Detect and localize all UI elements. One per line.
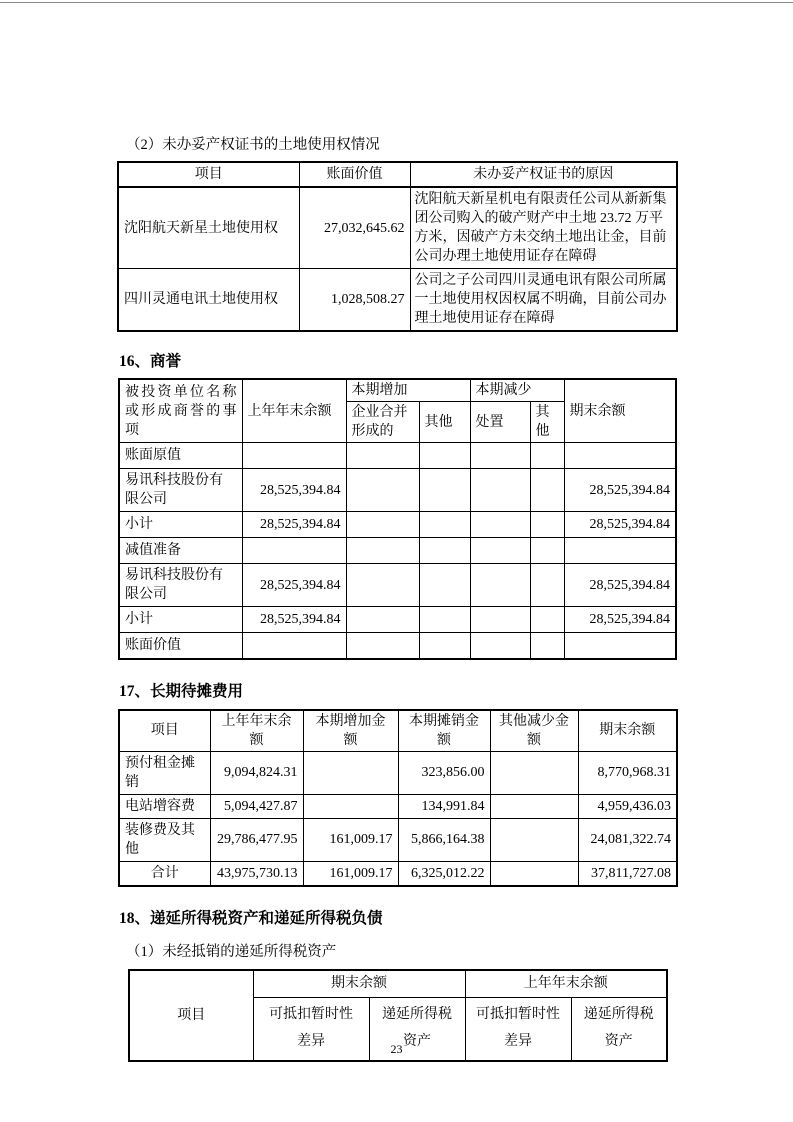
cell-item: 账面价值 [119, 633, 242, 659]
cell-prev-balance: 28,525,394.84 [242, 607, 346, 633]
cell-increase-merge [346, 633, 419, 659]
cell-increase-merge [346, 443, 419, 469]
cell-increase-other [419, 469, 470, 512]
header-decrease-group: 本期减少 [470, 379, 564, 402]
header-increase-merge: 企业合并形成的 [346, 402, 419, 443]
cell-increase-other [419, 443, 470, 469]
header-item: 项目 [119, 710, 210, 752]
header-other-decrease: 其他减少金额 [490, 710, 578, 752]
header-increase-group: 本期增加 [346, 379, 470, 402]
header-prev-balance: 上年年末余额 [210, 710, 303, 752]
cell-end-balance: 28,525,394.84 [564, 607, 676, 633]
cell-end-balance [564, 443, 676, 469]
header-reason: 未办妥产权证书的原因 [410, 162, 677, 187]
cell-reason: 沈阳航天新星机电有限责任公司从新新集团公司购入的破产财产中土地 23.72 万平方米，因破产方未交纳土地出让金，目前公司办理土地使用证存在障碍 [410, 187, 677, 269]
cell-decrease-other [530, 538, 564, 564]
table-row [119, 538, 676, 564]
cell-decrease-disposal [470, 512, 530, 538]
land-table-header-row [118, 162, 677, 187]
cell-increase-merge [346, 538, 419, 564]
cell-end-balance [564, 633, 676, 659]
cell-end-balance: 28,525,394.84 [564, 564, 676, 607]
cell-decrease-disposal [470, 633, 530, 659]
cell-other-decrease [490, 818, 578, 861]
cell-decrease-other [530, 469, 564, 512]
cell-decrease-other [530, 564, 564, 607]
table-row [119, 607, 676, 633]
header-decrease-disposal: 处置 [470, 402, 530, 443]
header-line: 差异 [504, 1034, 532, 1049]
cell-item: 电站增容费 [119, 794, 210, 818]
goodwill-header-row-1 [119, 379, 676, 402]
cell-increase-other [419, 538, 470, 564]
table-row [119, 512, 676, 538]
header-prev-balance-group: 上年年末余额 [465, 970, 667, 998]
header-end-balance: 期末余额 [564, 379, 676, 443]
cell-decrease-disposal [470, 443, 530, 469]
header-amortization-amount: 本期摊销金额 [398, 710, 490, 752]
cell-book-value: 27,032,645.62 [299, 187, 410, 269]
cell-decrease-other [530, 443, 564, 469]
cell-item: 小计 [119, 512, 242, 538]
cell-end-balance: 8,770,968.31 [578, 751, 677, 794]
tax-section-title: 18、递延所得税资产和递延所得税负债 [119, 909, 383, 927]
header-book-value: 账面价值 [299, 162, 410, 187]
deferred-header-row [119, 710, 677, 752]
cell-end-balance [564, 538, 676, 564]
cell-item: 易讯科技股份有限公司 [119, 469, 242, 512]
header-investee: 被投资单位名称或形成商誉的事项 [119, 379, 242, 443]
cell-end-balance: 24,081,322.74 [578, 818, 677, 861]
cell-item: 小计 [119, 607, 242, 633]
cell-increase-merge [346, 564, 419, 607]
cell-decrease-other [530, 607, 564, 633]
header-prev-balance: 上年年末余额 [242, 379, 346, 443]
header-item: 项目 [118, 162, 299, 187]
header-decrease-other: 其他 [530, 402, 564, 443]
cell-prev-balance: 5,094,427.87 [210, 794, 303, 818]
cell-prev-balance: 28,525,394.84 [242, 512, 346, 538]
table-row [119, 564, 676, 607]
cell-other-decrease [490, 861, 578, 886]
cell-item: 减值准备 [119, 538, 242, 564]
cell-decrease-disposal [470, 607, 530, 633]
table-row [119, 794, 677, 818]
cell-increase-other [419, 607, 470, 633]
table-row [119, 633, 676, 659]
cell-prev-balance: 28,525,394.84 [242, 469, 346, 512]
goodwill-table [118, 378, 677, 660]
cell-amortization-amount: 134,991.84 [398, 794, 490, 818]
cell-amortization-amount: 6,325,012.22 [398, 861, 490, 886]
cell-decrease-other [530, 512, 564, 538]
header-line: 资产 [403, 1034, 431, 1049]
cell-reason: 公司之子公司四川灵通电讯有限公司所属一土地使用权因权属不明确，目前公司办理土地使用证存在障碍 [410, 269, 677, 332]
cell-amortization-amount: 323,856.00 [398, 751, 490, 794]
header-line: 资产 [604, 1034, 633, 1049]
page-number: 23 [390, 1042, 403, 1056]
cell-end-balance: 28,525,394.84 [564, 512, 676, 538]
cell-prev-balance [242, 443, 346, 469]
cell-increase-amount [303, 751, 398, 794]
cell-item: 账面原值 [119, 443, 242, 469]
tax-subsection-title: （1）未经抵销的递延所得税资产 [126, 943, 337, 960]
cell-end-balance: 4,959,436.03 [578, 794, 677, 818]
cell-decrease-disposal [470, 564, 530, 607]
goodwill-section-title: 16、商誉 [119, 353, 182, 370]
cell-prev-balance [242, 633, 346, 659]
table-row [118, 269, 677, 332]
deferred-expenses-table [118, 709, 678, 887]
cell-total-label: 合计 [119, 861, 210, 886]
deferred-section-title: 17、长期待摊费用 [119, 682, 244, 700]
header-end-balance-group: 期末余额 [253, 970, 465, 998]
table-row [119, 861, 677, 886]
table-row [119, 751, 677, 794]
header-line: 递延所得税 [382, 1007, 452, 1022]
cell-item: 易讯科技股份有限公司 [119, 564, 242, 607]
page-top-rule [0, 2, 793, 3]
cell-increase-amount: 161,009.17 [303, 861, 398, 886]
land-section-title: （2）未办妥产权证书的土地使用权情况 [126, 137, 380, 153]
cell-prev-balance: 43,975,730.13 [210, 861, 303, 886]
header-line: 递延所得税 [583, 1007, 654, 1022]
table-row [119, 443, 676, 469]
cell-increase-other [419, 512, 470, 538]
cell-decrease-other [530, 633, 564, 659]
cell-end-balance: 37,811,727.08 [578, 861, 677, 886]
cell-item: 装修费及其他 [119, 818, 210, 861]
cell-increase-amount: 161,009.17 [303, 818, 398, 861]
cell-prev-balance: 28,525,394.84 [242, 564, 346, 607]
cell-increase-amount [303, 794, 398, 818]
cell-item: 沈阳航天新星土地使用权 [118, 187, 299, 269]
header-end-balance: 期末余额 [578, 710, 677, 752]
cell-increase-merge [346, 607, 419, 633]
header-increase-amount: 本期增加金额 [303, 710, 398, 752]
table-row [119, 818, 677, 861]
cell-increase-merge [346, 469, 419, 512]
cell-prev-balance: 9,094,824.31 [210, 751, 303, 794]
cell-item: 预付租金摊销 [119, 751, 210, 794]
cell-increase-other [419, 633, 470, 659]
table-row [118, 187, 677, 269]
cell-increase-other [419, 564, 470, 607]
cell-increase-merge [346, 512, 419, 538]
header-increase-other: 其他 [419, 402, 470, 443]
land-table [117, 161, 678, 332]
header-line: 可抵扣暂时性 [476, 1007, 560, 1022]
header-line: 可抵扣暂时性 [269, 1007, 353, 1022]
cell-decrease-disposal [470, 538, 530, 564]
header-item: 项目 [129, 970, 253, 1062]
table-row [119, 469, 676, 512]
cell-amortization-amount: 5,866,164.38 [398, 818, 490, 861]
cell-prev-balance [242, 538, 346, 564]
cell-end-balance: 28,525,394.84 [564, 469, 676, 512]
cell-prev-balance: 29,786,477.95 [210, 818, 303, 861]
header-line: 差异 [297, 1034, 325, 1049]
tax-header-row-1 [129, 970, 667, 998]
cell-other-decrease [490, 794, 578, 818]
cell-other-decrease [490, 751, 578, 794]
cell-decrease-disposal [470, 469, 530, 512]
cell-item: 四川灵通电讯土地使用权 [118, 269, 299, 332]
cell-book-value: 1,028,508.27 [299, 269, 410, 332]
